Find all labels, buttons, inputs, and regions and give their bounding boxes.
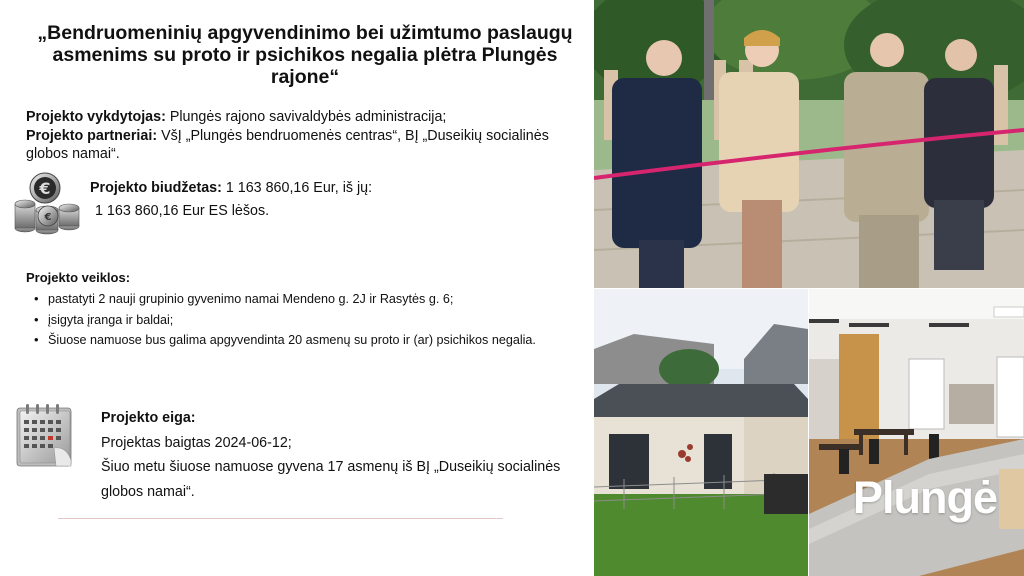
budget-line: [90, 177, 510, 200]
progress-block: [101, 406, 581, 504]
executor-value: Plungės rajono savivaldybės administracija;: [165, 109, 447, 125]
progress-line-2: Šiuo metu šiuose namuose gyvena 17 asmenų iš BĮ „Duseikių socialinės globos namai“.: [101, 459, 561, 500]
slide-title: „Bendruomeninių apgyvendinimo bei užimtumo paslaugų asmenims su proto ir psichikos negalia plėtra Plungės rajone“: [37, 22, 573, 88]
list-item: • Šiuose namuose bus galima apgyvendinta 20 asmenų su proto ir (ar) psichikos negalia.: [34, 332, 594, 353]
progress-title: Projekto eiga:: [101, 410, 196, 426]
project-info: [26, 108, 586, 164]
list-item: • įsigyta įranga ir baldai;: [34, 312, 594, 333]
budget-eu-funds: 1 163 860,16 Eur ES lėšos.: [95, 203, 270, 219]
interior-photo: [809, 289, 1024, 576]
partners-label: Projekto partneriai:: [26, 127, 158, 144]
svg-text:€: €: [44, 212, 52, 223]
budget-block: [90, 177, 510, 223]
svg-text:€: €: [39, 179, 51, 198]
ribbon-cutting-photo: [594, 0, 1024, 288]
list-item: • pastatyti 2 nauji grupinio gyvenimo namai Mendeno g. 2J ir Rasytės g. 6;: [34, 291, 594, 312]
activities-title: Projekto veiklos:: [26, 270, 131, 285]
building-photo: [594, 289, 808, 576]
coins-euro-icon: [12, 170, 84, 236]
plunge-logo: Plungė: [853, 472, 998, 523]
budget-label: Projekto biudžetas:: [90, 180, 222, 196]
executor-label: Projekto vykdytojas:: [26, 109, 166, 125]
progress-line-1: Projektas baigtas 2024-06-12;: [101, 434, 292, 451]
divider: [58, 518, 503, 519]
calendar-icon: [14, 400, 76, 470]
partners-line: [26, 127, 586, 164]
executor-line: [26, 108, 586, 127]
partners-value: VšĮ „Plungės bendruomenės centras“, BĮ „Duseikių socialinės globos namai“.: [26, 127, 549, 162]
budget-value: 1 163 860,16 Eur, iš jų:: [221, 180, 373, 196]
activities-list: [34, 291, 594, 353]
